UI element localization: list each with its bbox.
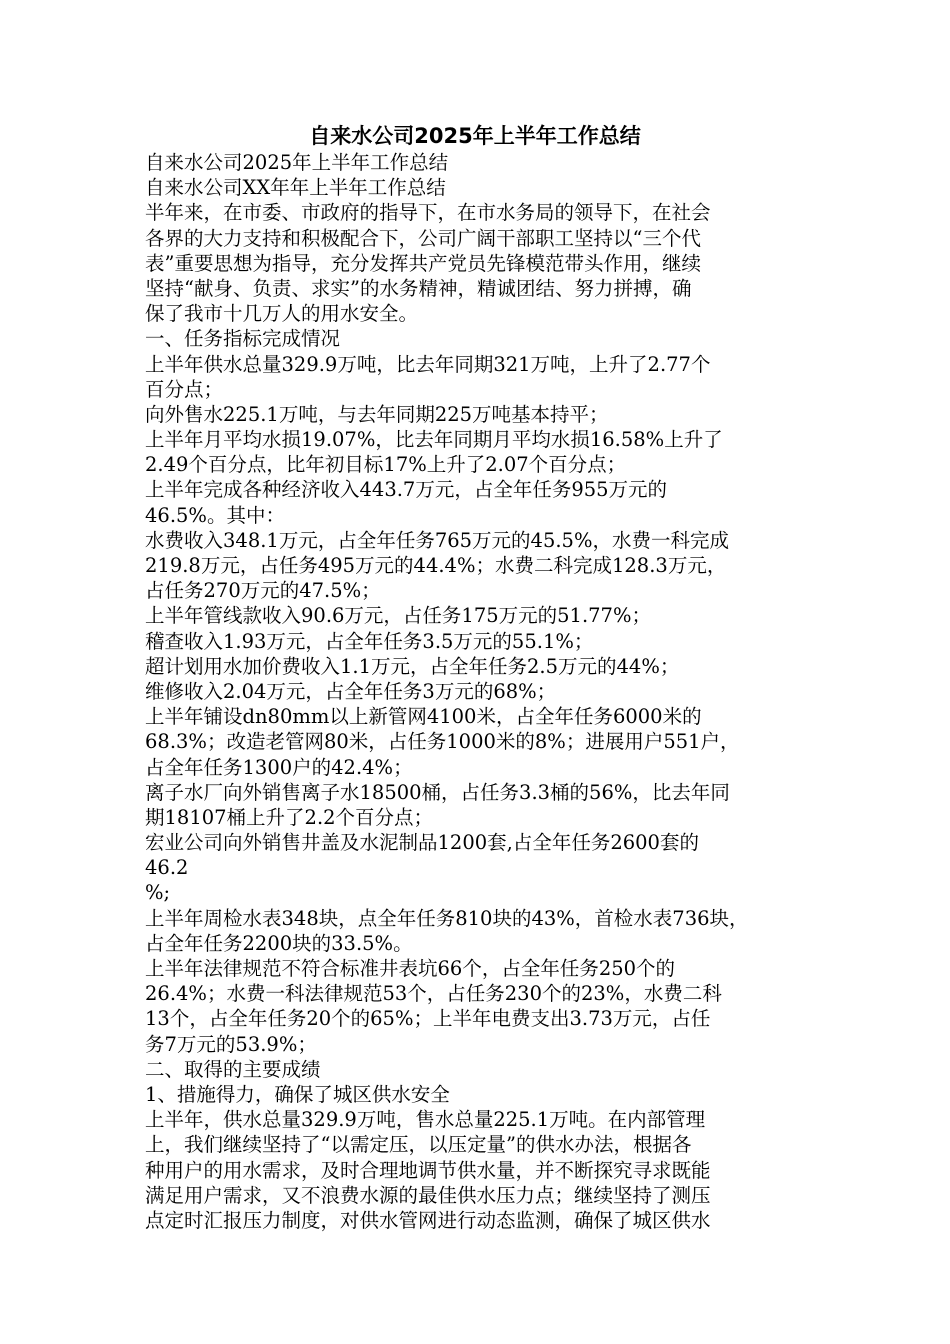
text-line: 离子水厂向外销售离子水18500桶，占任务3.3桶的56%，比去年同: [145, 780, 730, 804]
text-line: 表”重要思想为指导，充分发挥共产党员先锋模范带头作用，继续: [145, 251, 701, 275]
text-line: 上，我们继续坚持了“以需定压，以压定量”的供水办法，根据各: [145, 1133, 692, 1157]
text-line: 点定时汇报压力制度，对供水管网进行动态监测，确保了城区供水: [145, 1208, 711, 1232]
text-line: 自来水公司XX年年上半年工作总结: [145, 176, 446, 200]
text-line: 稽查收入1.93万元，占全年任务3.5万元的55.1%；: [145, 629, 594, 653]
text-line: 宏业公司向外销售井盖及水泥制品1200套,占全年任务2600套的: [145, 831, 699, 855]
text-line: 上半年周检水表348块，点全年任务810块的43%，首检水表736块，: [145, 906, 749, 930]
text-line: 自来水公司2025年上半年工作总结: [145, 151, 449, 174]
text-line: 上半年管线款收入90.6万元，占任务175万元的51.77%；: [145, 604, 651, 628]
text-line: 上半年法律规范不符合标准井表坑66个，占全年任务250个的: [145, 957, 676, 980]
text-line: 向外售水225.1万吨，与去年同期225万吨基本持平；: [145, 402, 609, 426]
text-line: 种用户的用水需求，及时合理地调节供水量，并不断探究寻求既能: [145, 1158, 711, 1182]
text-line: %;: [145, 881, 171, 905]
text-line: 水费收入348.1万元，占全年任务765万元的45.5%，水费一科完成: [145, 528, 729, 552]
document-title: 自来水公司2025年上半年工作总结: [309, 124, 641, 148]
text-line: 半年来，在市委、市政府的指导下，在市水务局的领导下，在社会: [145, 201, 711, 225]
text-line: 219.8万元，占任务495万元的44.4%；水费二科完成128.3万元，: [145, 554, 727, 577]
text-line: 上半年铺设dn80mm以上新管网4100米，占全年任务6000米的: [145, 705, 702, 729]
text-line: 维修收入2.04万元，占全年任务3万元的68%；: [145, 679, 557, 703]
text-line: 46.2: [145, 856, 189, 880]
subsection-heading: 1、措施得力，确保了城区供水安全: [145, 1082, 450, 1106]
document-body: [145, 150, 810, 1233]
text-line: 各界的大力支持和积极配合下，公司广阔干部职工坚持以“三个代: [145, 226, 701, 250]
text-line: 满足用户需求，又不浪费水源的最佳供水压力点；继续坚持了测压: [145, 1183, 711, 1207]
text-line: 期18107桶上升了2.2个百分点；: [145, 805, 434, 829]
section-heading: 二、取得的主要成绩: [145, 1057, 321, 1081]
text-line: 保了我市十几万人的用水安全。: [145, 302, 419, 326]
text-line: 上半年月平均水损19.07%，比去年同期月平均水损16.58%上升了: [145, 428, 723, 452]
text-line: 占任务270万元的47.5%；: [145, 579, 381, 603]
text-line: 68.3%；改造老管网80米，占任务1000米的8%；进展用户551户，: [145, 730, 740, 754]
text-line: 上半年，供水总量329.9万吨，售水总量225.1万吨。在内部管理: [145, 1108, 706, 1132]
text-line: 13个，占全年任务20个的65%；上半年电费支出3.73万元，占任: [145, 1007, 711, 1031]
text-line: 46.5%。其中：: [145, 503, 285, 527]
text-line: 2.49个百分点，比年初目标17%上升了2.07个百分点；: [145, 453, 627, 477]
text-line: 超计划用水加价费收入1.1万元，占全年任务2.5万元的44%；: [145, 654, 680, 678]
section-heading: 一、任务指标完成情况: [145, 327, 341, 351]
text-line: 务7万元的53.9%；: [145, 1032, 317, 1056]
text-line: 占全年任务2200块的33.5%。: [145, 931, 413, 955]
text-line: 上半年供水总量329.9万吨，比去年同期321万吨，上升了2.77个: [145, 352, 711, 376]
text-line: 26.4%；水费一科法律规范53个，占任务230个的23%，水费二科: [145, 982, 722, 1006]
text-line: 上半年完成各种经济收入443.7万元，占全年任务955万元的: [145, 478, 668, 502]
text-line: 百分点；: [145, 377, 224, 401]
text-line: 坚持“献身、负责、求实”的水务精神，精诚团结、努力拼搏，确: [145, 276, 692, 300]
text-line: 占全年任务1300户的42.4%；: [145, 755, 413, 779]
